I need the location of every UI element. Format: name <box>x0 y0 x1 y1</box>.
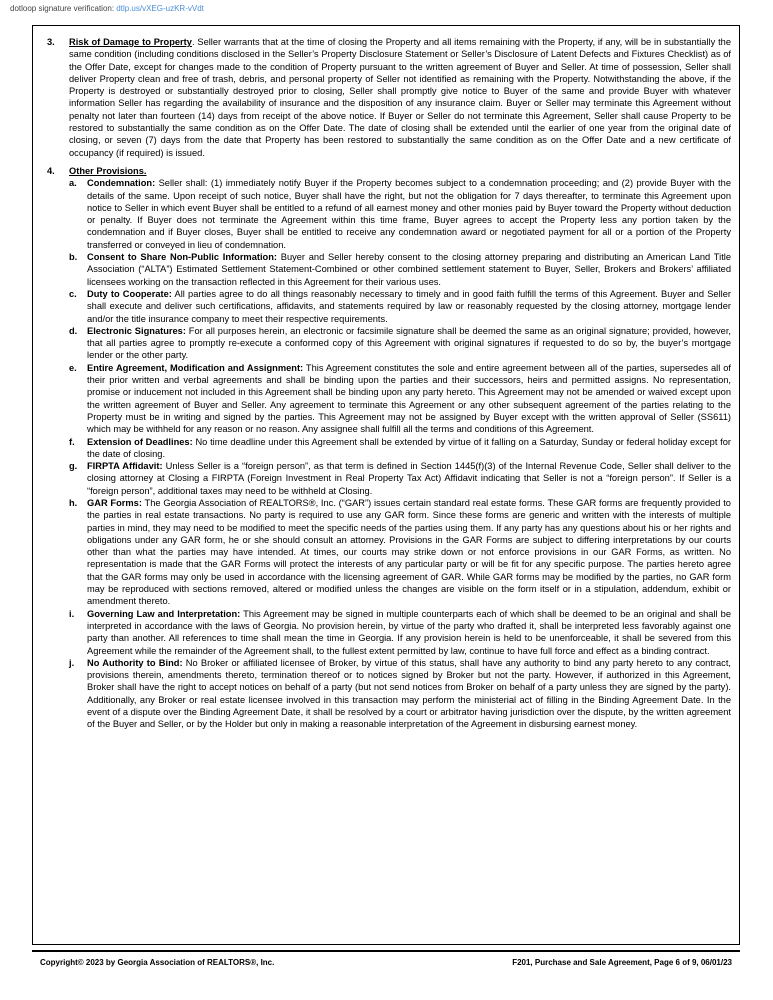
section-number: 4. <box>47 165 55 176</box>
provision-heading: No Authority to Bind: <box>87 657 183 668</box>
form-info: F201, Purchase and Sale Agreement, Page 6 of 9, 06/01/23 <box>512 958 732 967</box>
provision-letter: g. <box>69 461 78 472</box>
provision-heading: Consent to Share Non-Public Information: <box>87 252 278 263</box>
provision-heading: Condemnation: <box>87 178 156 189</box>
provision-heading: Duty to Cooperate: <box>87 288 172 299</box>
provision-letter: j. <box>69 657 75 668</box>
provision-item <box>69 177 731 251</box>
section-4 <box>47 165 731 731</box>
section-3 <box>47 36 731 159</box>
verification-label: dotloop signature verification: <box>10 4 115 13</box>
section-title: Risk of Damage to Property <box>69 37 192 47</box>
provision-text: Seller shall: (1) immediately notify Buyer if the Property becomes subject to a condemnation proceeding; and (2) provide Buyer with the details of the same. Upon receipt of such notice, Buyer shall have the right, but not the obligation for 7 days thereafter, to terminate this Agreement upon notice to Seller in which event Buyer shall be entitled to a refund of all earnest money and other monies paid by Buyer toward the Property without deduction or penalty. If Buyer does not terminate the Agreement within this time frame, Buyer agrees to accept the Property less any portion taken by the condemnation and if Buyer closes, Buyer shall be entitled to receive any condemnation award or negotiated payment for all or a portion of the Property transferred or conveyed in lieu of condemnation. <box>87 178 731 250</box>
provision-item <box>69 288 731 325</box>
provision-letter: b. <box>69 252 78 263</box>
provision-letter: c. <box>69 288 77 299</box>
provision-item <box>69 325 731 362</box>
provision-list <box>69 177 731 730</box>
provision-item <box>69 497 731 608</box>
provision-item <box>69 460 731 497</box>
provision-letter: i. <box>69 608 75 619</box>
provision-heading: Governing Law and Interpretation: <box>87 608 241 619</box>
page-footer <box>32 950 740 967</box>
verification-link[interactable]: dtlp.us/vXEG-uzKR-vVdt <box>116 4 204 13</box>
provision-text: This Agreement constitutes the sole and entire agreement between all of the parties, supersedes all of their prior written and verbal agreements and shall be binding upon the parties and their successors, heirs and permitted assigns. No representation, promise or inducement not included in this Agreement shall be binding upon any party hereto. This Agreement may not be amended or waived except upon the written agreement of Buyer and Seller. Any agreement to terminate this Agreement or any other subsequent agreement of the parties relating to the Property must be in writing and signed by the parties. This Agreement may not be assigned by Buyer except with the written approval of Seller (SS611) which may be withheld for any reason or no reason. Any assignee shall fulfill all the terms and conditions of this Agreement. <box>87 362 731 435</box>
provision-letter: h. <box>69 497 78 508</box>
provision-letter: e. <box>69 362 77 373</box>
document-frame <box>32 25 740 945</box>
provision-text: No time deadline under this Agreement shall be extended by virtue of it falling on a Saturday, Sunday or federal holiday except for the date of closing. <box>87 436 731 459</box>
provision-text: This Agreement may be signed in multiple counterparts each of which shall be deemed to be an original and shall be interpreted in accordance with the laws of Georgia. No provision herein, by virtue of the party who drafted it, shall be interpreted less favorably against one party than another. All references to time shall mean the time in Georgia. If any provision herein is held to be unenforceable, it shall be severed from this Agreement while the remainder of the Agreement shall, to the fullest extent permitted by law, continue to have full force and effect as a binding contract. <box>87 608 731 656</box>
provision-heading: GAR Forms: <box>87 497 142 508</box>
signature-verification <box>10 4 204 13</box>
section-text: . Seller warrants that at the time of closing the Property and all items remaining with the Property, if any, will be in substantially the same condition (including conditions disclosed in the Seller’s Property Disclosure Statement or Seller’s Disclosure of Latent Defects and Fixtures Checklist) as of the Offer Date, except for changes made to the condition of Property pursuant to the written agreement of Buyer and Seller. At time of possession, Seller shall deliver Property clean and free of trash, debris, and personal property of Seller not identified as remaining with the Property. Notwithstanding the above, if the Property is destroyed or substantially destroyed prior to closing, Seller shall promptly give notice to Buyer of the same and provide Buyer with whatever information Seller has regarding the availability of insurance and the disposition of any insurance claim. Buyer or Seller may terminate this Agreement without penalty not later than fourteen (14) days from receipt of the above notice. If Buyer or Seller do not terminate this Agreement, Seller shall cause Property to be restored to substantially the same condition as on the Offer Date. The date of closing shall be extended until the earlier of one year from the original date of closing, or seven (7) days from the date that Property has been restored to substantially the same condition as on the Offer Date and a new certificate of occupancy (if required) is issued. <box>69 37 732 158</box>
section-title: Other Provisions. <box>69 165 147 176</box>
provision-heading: Entire Agreement, Modification and Assignment: <box>87 362 304 373</box>
provision-text: For all purposes herein, an electronic or facsimile signature shall be deemed the same as an original signature; provided, however, that all parties agree to promptly re-execute a conformed copy of this Agreement with original signatures if requested to do so by, the buyer’s mortgage lender or the other party. <box>87 325 731 361</box>
provision-text: All parties agree to do all things reasonably necessary to timely and in good faith fulfill the terms of this Agreement. Buyer and Seller shall execute and deliver such certifications, affidavits, and statements required by law or reasonably requested by the closing attorney, mortgage lender and/or the title insurance company to meet their respective requirements. <box>87 288 731 324</box>
provision-heading: Extension of Deadlines: <box>87 436 193 447</box>
provision-item <box>69 362 731 436</box>
provision-text: Unless Seller is a “foreign person”, as that term is defined in Section 1445(f)(3) of the Internal Revenue Code, Seller shall deliver to the closing attorney at Closing a FIRPTA (Foreign Investment in Real Property Tax Act) Affidavit indicating that Seller is not a “foreign person”. If Seller is a “foreign person”, additional taxes may need to be withheld at Closing. <box>87 461 731 496</box>
provision-letter: a. <box>69 178 77 189</box>
provision-item <box>69 436 731 461</box>
section-number: 3. <box>47 37 55 47</box>
provision-text: Buyer and Seller hereby consent to the closing attorney preparing and distributing an American Land Title Association (“ALTA”) Estimated Settlement Statement-Combined or other combined settlement statement to Buyer, Seller, Brokers and Brokers’ affiliated licensees working on the transaction reflected in this Agreement for their various uses. <box>87 252 732 287</box>
copyright: Copyright© 2023 by Georgia Association of REALTORS®, Inc. <box>40 958 275 967</box>
provision-item <box>69 251 731 288</box>
provision-item <box>69 608 731 657</box>
provision-heading: Electronic Signatures: <box>87 325 186 336</box>
provision-letter: d. <box>69 325 78 336</box>
provision-heading: FIRPTA Affidavit: <box>87 461 163 472</box>
provision-text: The Georgia Association of REALTORS®, Inc. (“GAR”) issues certain standard real estate forms. These GAR forms are frequently provided to the parties in real estate transactions. No party is required to use any GAR form. Since these forms are generic and written with the interests of multiple parties in mind, they may need to be modified to meet the specific needs of the parties using them. If any party has any questions about his or her rights and obligations under any GAR form, he or she should consult an attorney. Provisions in the GAR Forms are subject to differing interpretations by our courts other than what the parties may have intended. At times, our courts may strike down or not enforce provisions in our GAR Forms, as written. No representation is made that the GAR Forms will protect the interests of any particular party or will be fit for any specific purpose. The parties hereto agree that the GAR forms may only be used in accordance with the licensing agreement of GAR. While GAR forms may be modified by the parties, no GAR form may be reproduced with sections removed, altered or modified unless the changes are visible on the form itself or in a stipulation, addendum, exhibit or amendment thereto. <box>87 497 731 607</box>
provision-item <box>69 657 731 731</box>
provision-letter: f. <box>69 436 75 447</box>
provision-text: No Broker or affiliated licensee of Broker, by virtue of this status, shall have any authority to bind any party hereto to any contract, provisions therein, amendments thereto, termination thereof or to notices signed by Broker but not the party. However, if authorized in this Agreement, Broker shall have the right to accept notices on behalf of a party (but not send notices from Broker on behalf of a party unless they are signed by the party). Additionally, any Broker or real estate licensee involved in this transaction may perform the ministerial act of filling in the Binding Agreement Date. In the event of a dispute over the Binding Agreement Date, it shall be resolved by a court or arbitrator having jurisdiction over the dispute, by the written agreement of the Buyer and Seller, or by the Holder but only in making a reasonable interpretation of the Agreement in disbursing earnest money. <box>87 657 731 730</box>
document-content <box>47 36 731 731</box>
